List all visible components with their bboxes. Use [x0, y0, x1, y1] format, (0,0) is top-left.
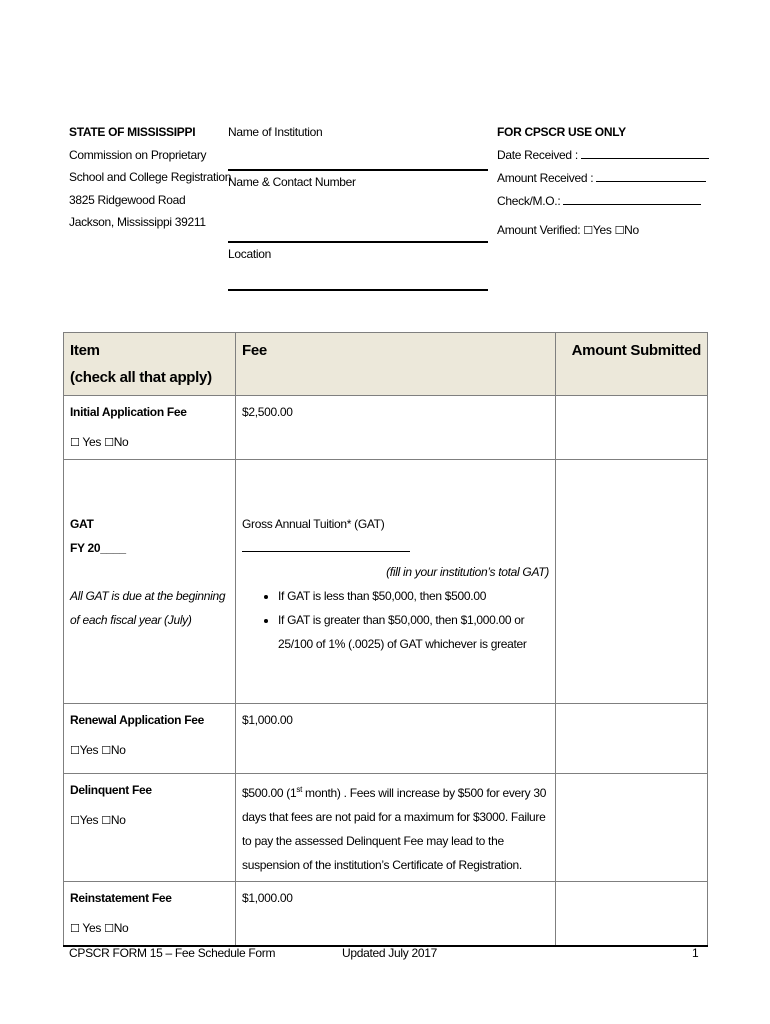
gat-amount-field[interactable] [242, 539, 410, 552]
date-received-field[interactable] [581, 146, 709, 159]
state-title: STATE OF MISSISSIPPI [69, 125, 196, 139]
date-received-label: Date Received : [497, 148, 578, 162]
no-checkbox[interactable]: ☐ [104, 436, 114, 449]
date-received-row [497, 144, 717, 167]
item-header [64, 333, 236, 396]
contact-label: Name & Contact Number [228, 175, 356, 189]
item-label: Delinquent Fee [70, 783, 152, 797]
fee-cell [236, 460, 556, 704]
item-label: Renewal Application Fee [70, 713, 205, 727]
item-label: GAT [70, 517, 94, 531]
no-label: No [624, 223, 639, 237]
amount-received-field[interactable] [596, 169, 706, 182]
yes-label: Yes [82, 435, 102, 449]
list-item: • If GAT is greater than $50,000, then $1,000.00 or 25/100 of 1% (.0025) of GAT whichever is greater [278, 608, 549, 656]
fiscal-year-field[interactable]: FY 20____ [70, 541, 126, 555]
gat-fee-hint: (fill in your institution’s total GAT) [386, 565, 549, 579]
item-header-label: Item [70, 342, 100, 359]
table-row [64, 704, 708, 774]
amount-received-row [497, 167, 717, 190]
delinquent-fee-text: month) . Fees will increase by $500 for every 30 days that fees are not paid for a maximum for $3000. Failure to pay the assessed Delinquent Fee may lead to the suspension of the institution’s Certificate of Registration. [242, 786, 547, 872]
table-row [64, 396, 708, 460]
no-checkbox[interactable]: ☐ [101, 814, 111, 827]
item-cell [64, 460, 236, 704]
yes-checkbox[interactable]: ☐ [583, 224, 593, 237]
institution-block [228, 121, 490, 291]
item-cell [64, 704, 236, 774]
location-label: Location [228, 247, 271, 261]
yes-checkbox[interactable]: ☐ [70, 744, 80, 757]
fee-header: Fee [236, 333, 556, 396]
table-row [64, 460, 708, 704]
amount-received-label: Amount Received : [497, 171, 594, 185]
fee-cell [236, 774, 556, 882]
fee-cell: $1,000.00 [236, 882, 556, 947]
yes-checkbox[interactable]: ☐ [70, 922, 80, 935]
check-mo-label: Check/M.O.: [497, 194, 561, 208]
yes-label: Yes [592, 223, 612, 237]
item-cell [64, 774, 236, 882]
address-line: 3825 Ridgewood Road [69, 192, 186, 207]
item-header-sub: (check all that apply) [70, 369, 212, 386]
amount-submitted-field[interactable] [556, 774, 708, 882]
table-header-row [64, 333, 708, 396]
check-mo-row [497, 190, 717, 213]
list-item: • If GAT is less than $50,000, then $500.00 [278, 584, 549, 608]
gat-note: All GAT is due at the beginning of each fiscal year (July) [70, 589, 226, 627]
fee-cell: $1,000.00 [236, 704, 556, 774]
item-cell [64, 882, 236, 947]
delinquent-fee-sup: st [296, 785, 303, 794]
yes-label: Yes [79, 743, 99, 757]
amount-submitted-field[interactable] [556, 882, 708, 947]
amount-header: Amount Submitted [556, 333, 708, 396]
no-label: No [113, 435, 129, 449]
no-label: No [113, 921, 129, 935]
fee-cell: $2,500.00 [236, 396, 556, 460]
no-label: No [110, 743, 126, 757]
office-use-block [497, 121, 717, 242]
yes-label: Yes [82, 921, 102, 935]
location-field[interactable] [228, 267, 488, 291]
address-line: School and College Registration [69, 170, 232, 184]
footer-page-number: 1 [692, 946, 699, 960]
yes-checkbox[interactable]: ☐ [70, 814, 80, 827]
no-checkbox[interactable]: ☐ [101, 744, 111, 757]
yes-checkbox[interactable]: ☐ [70, 436, 80, 449]
footer-form-name: CPSCR FORM 15 – Fee Schedule Form [69, 946, 276, 960]
check-mo-field[interactable] [563, 192, 701, 205]
amount-submitted-field[interactable] [556, 704, 708, 774]
item-label: Initial Application Fee [70, 405, 187, 419]
no-checkbox[interactable]: ☐ [104, 922, 114, 935]
contact-field[interactable] [228, 195, 488, 243]
office-use-title: FOR CPSCR USE ONLY [497, 125, 626, 139]
item-label: Reinstatement Fee [70, 891, 172, 905]
gat-rules-list [242, 584, 549, 656]
footer-updated: Updated July 2017 [342, 946, 437, 960]
state-address-block [69, 121, 232, 234]
institution-name-field[interactable] [228, 145, 488, 171]
no-label: No [110, 813, 126, 827]
fee-schedule-table [63, 332, 708, 947]
amount-verified-row [497, 219, 717, 242]
yes-label: Yes [79, 813, 99, 827]
delinquent-fee-text: $500.00 (1 [242, 786, 297, 800]
institution-name-label: Name of Institution [228, 125, 323, 139]
amount-submitted-field[interactable] [556, 460, 708, 704]
amount-verified-label: Amount Verified: [497, 223, 581, 237]
gat-fee-label: Gross Annual Tuition* (GAT) [242, 517, 385, 531]
table-row [64, 774, 708, 882]
address-line: Jackson, Mississippi 39211 [69, 215, 206, 229]
item-cell [64, 396, 236, 460]
address-line: Commission on Proprietary [69, 147, 207, 162]
amount-submitted-field[interactable] [556, 396, 708, 460]
table-row [64, 882, 708, 947]
no-checkbox[interactable]: ☐ [614, 224, 625, 237]
